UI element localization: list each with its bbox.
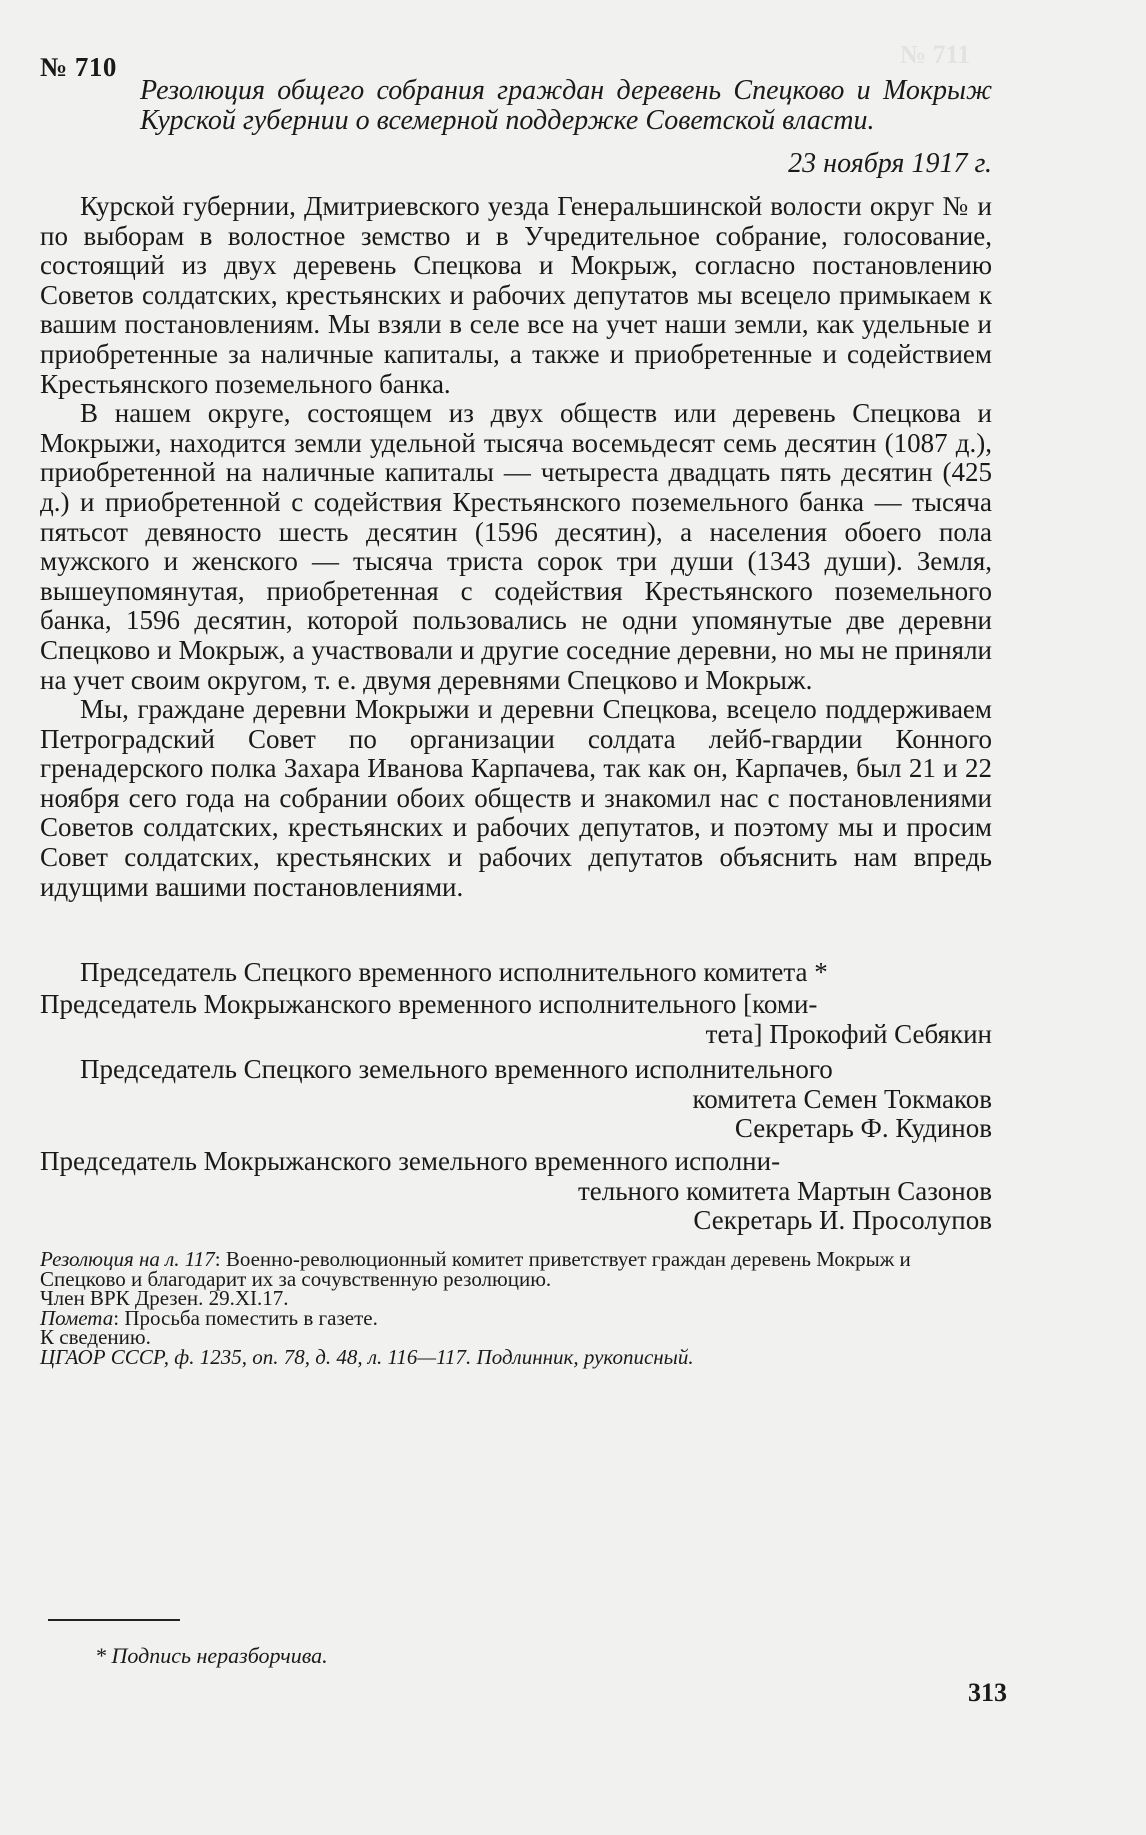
signature-line: Секретарь И. Просолупов [693, 1205, 992, 1235]
bleed-through-text: № 711 [900, 40, 971, 69]
resolution-label: Резолюция на л. 117 [40, 1247, 215, 1271]
paragraph: В нашем округе, состоящем из двух обществ или деревень Спецкова и Мокрыжи, находится земли удельной тысяча восемьдесят семь десятин (1087 д.), приобретенной на наличные капиталы — четыреста двадцать пять десятин (425 д.) и приобретенной с содействия Крестьянского поземельного банка — тысяча пятьсот девяносто шесть десятин (1596 десятин), а населения обоего пола мужского и женского — тысяча триста сорок три души (1343 души). Земля, вышеупомянутая, приобретенная с содействия Крестьянского поземельного банка, 1596 десятин, которой пользовались не одни упомянутые две деревни Спецково и Мокрыж, а участвовали и другие соседние деревни, но мы не приняли на учет своим округом, т. е. двумя деревнями Спецково и Мокрыж. [40, 398, 992, 695]
footnote-divider [48, 1619, 180, 1621]
document-title: Резолюция общего собрания граждан деревень Спецково и Мокрыж Курской губернии о всемерной поддержке Советской власти. [140, 75, 992, 136]
paragraph: Курской губернии, Дмитриевского уезда Генеральшинской волости округ № и по выборам в волостное земство и в Учредительное собрание, голосование, состоящий из двух деревень Спецкова и Мокрыж, согласно постановлению Советов солдатских, крестьянских и рабочих депутатов мы всецело примыкаем к вашим постановлениям. Мы взяли в селе все на учет наши земли, как удельные и приобретенные за наличные капиталы, а также и приобретенные и содействием Крестьянского поземельного банка. [40, 191, 992, 399]
signature-line: Секретарь Ф. Кудинов [734, 1113, 992, 1143]
signature-line: Председатель Спецкого земельного временного исполнительного [80, 1054, 833, 1084]
signature-block [40, 958, 992, 988]
archive-reference: ЦГАОР СССР, ф. 1235, оп. 78, д. 48, л. 116—117. Подлинник, рукописный. [40, 1344, 694, 1369]
resolution-note [40, 1247, 992, 1291]
signature-line: комитета Семен Токмаков [692, 1083, 992, 1114]
signature-block [40, 990, 992, 1049]
archival-notes [40, 1247, 992, 1369]
resolution-text: : Военно-революционный комитет приветствует граждан деревень Мокрыж и Спецково и благодарит их за сочувственную резолюцию. [40, 1247, 911, 1291]
vrk-member: Член ВРК Дрезен. 29.XI.17. [40, 1286, 289, 1310]
signature-line: тета] Прокофий Себякин [705, 1018, 992, 1049]
document-date: 23 ноября 1917 г. [788, 148, 992, 179]
paragraph: Мы, граждане деревни Мокрыжи и деревни Спецкова, всецело поддерживаем Петроградский Совет по организации солдата лейб-гвардии Конного гренадерского полка Захара Иванова Карпачева, так как он, Карпачев, был 21 и 22 ноября сего года на собрании обоих обществ и знакомил нас с постановлениями Советов солдатских, крестьянских и рабочих депутатов, и поэтому мы и просим Совет солдатских, крестьянских и рабочих депутатов объяснить нам впредь идущими вашими постановлениями. [40, 694, 992, 902]
document-number: № 710 [40, 52, 117, 82]
signature-block [40, 1055, 992, 1114]
footnote: * Подпись неразборчива. [95, 1643, 328, 1668]
mark-text: : Просьба поместить в газете. [113, 1305, 378, 1330]
mark-label: Помета [40, 1305, 114, 1330]
document-body [40, 192, 992, 902]
mark-note [40, 1305, 992, 1330]
signature-line: тельного комитета Мартын Сазонов [577, 1175, 992, 1206]
signature-block [40, 1114, 992, 1144]
to-info: К сведению. [40, 1325, 151, 1349]
signature-line: Председатель Мокрыжанского временного исполнительного [коми- [40, 989, 818, 1019]
signature-line: Председатель Спецкого временного исполнительного комитета * [80, 957, 828, 987]
signature-block [40, 1147, 992, 1206]
page-number: 313 [968, 1678, 1007, 1707]
signature-block [40, 1206, 992, 1236]
signature-line: Председатель Мокрыжанского земельного временного исполни- [40, 1146, 781, 1176]
